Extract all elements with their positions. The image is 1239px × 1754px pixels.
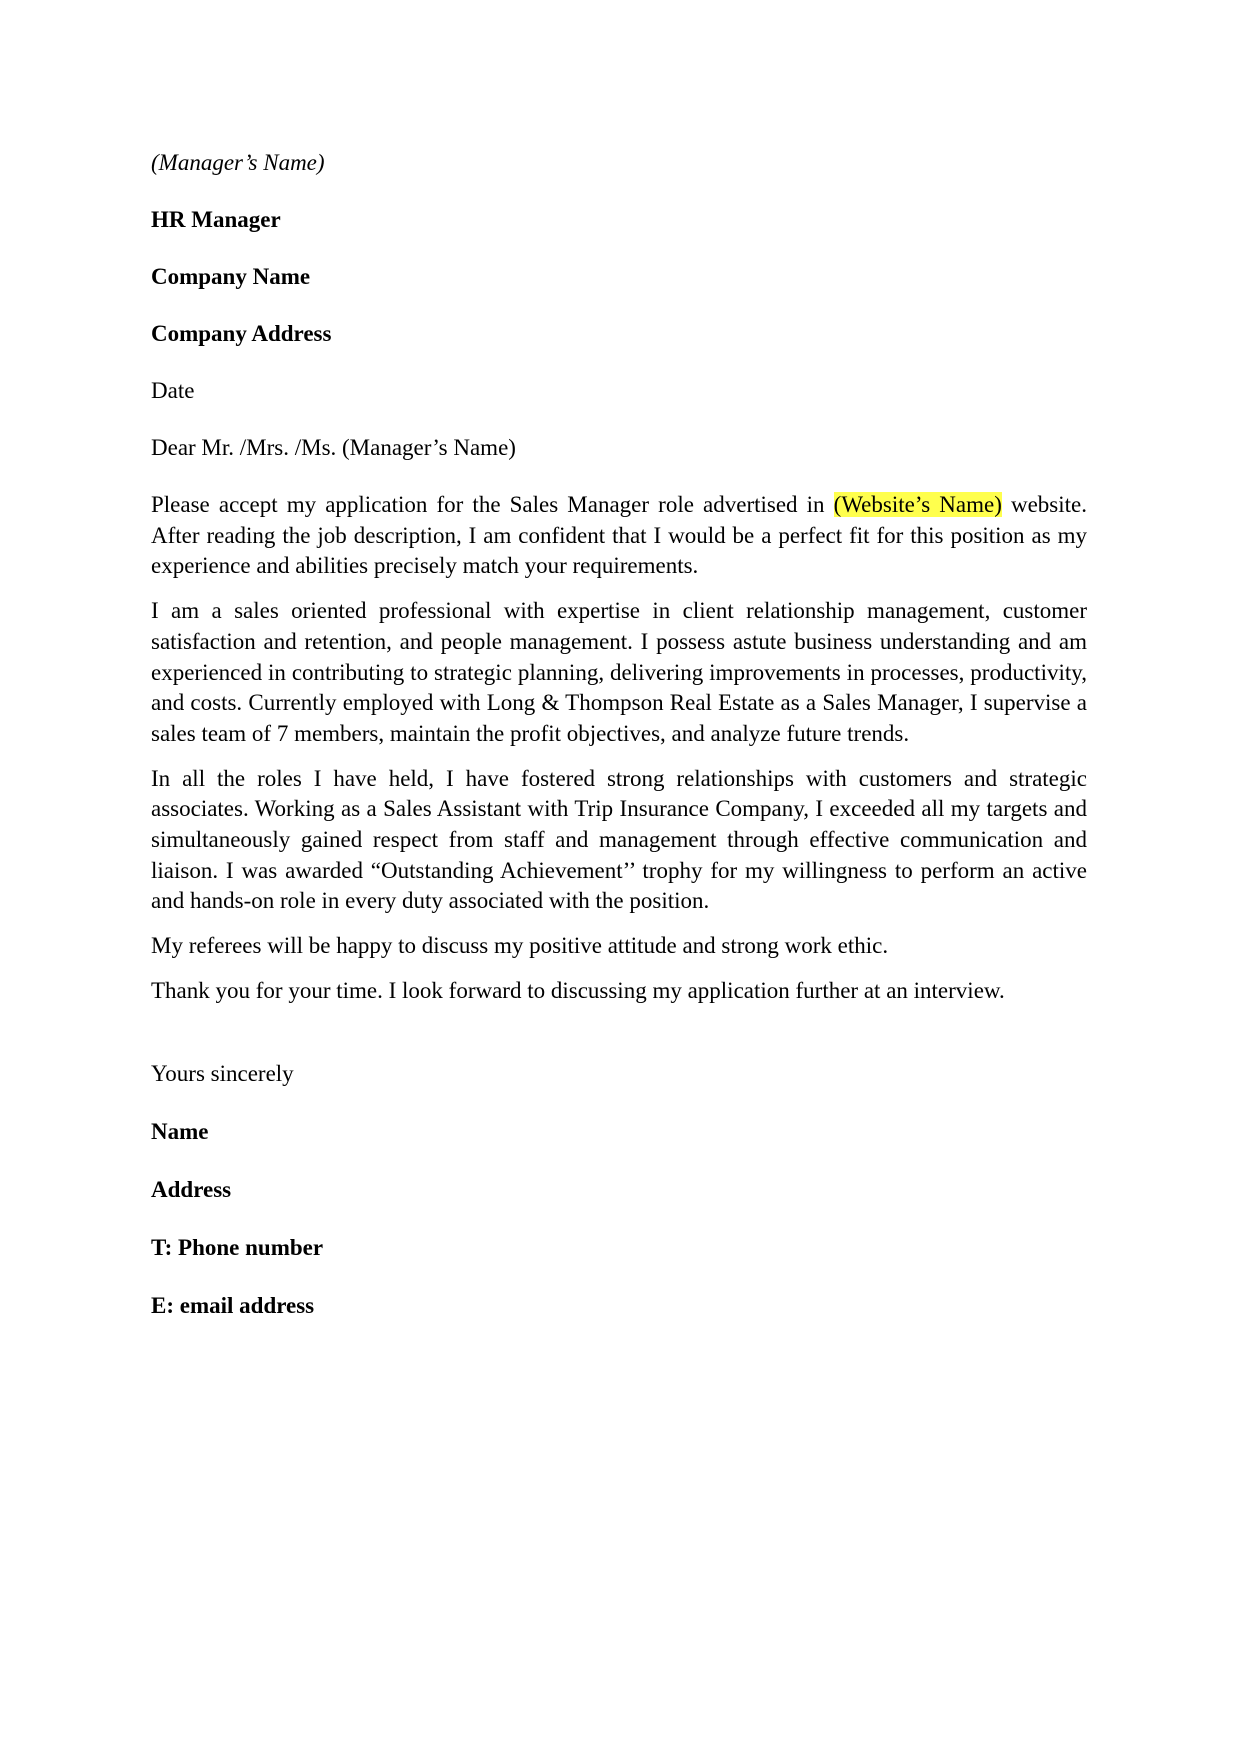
paragraph-4: My referees will be happy to discuss my positive attitude and strong work ethic.: [151, 933, 889, 959]
letter-content: [151, 148, 1087, 1349]
paragraph-3: In all the roles I have held, I have fostered strong relationships with customers and strategic associates. Working as a Sales Assistant with Trip Insurance Company, I exceeded all my targets and simultaneously gained respect from staff and management through effective communication and liaison. I was awarded “Outstanding Achievement’’ trophy for my willingness to perform an active and hands-on role in every duty associated with the position.: [151, 765, 1087, 914]
closing: Yours sincerely: [151, 1060, 294, 1086]
letter-date: Date: [151, 378, 195, 403]
signature-email: E: email address: [151, 1292, 315, 1318]
paragraph-1-end: website. After reading the job description, I am confident that I would be a perfect fit for this position as my experience and abilities precisely match your requirements.: [151, 492, 1087, 579]
salutation: Dear Mr. /Mrs. /Ms. (Manager’s Name): [151, 435, 516, 460]
paragraph-2: I am a sales oriented professional with expertise in client relationship management, customer satisfaction and retention, and people management. I possess astute business understanding and am experienced in contributing to strategic planning, delivering improvements in processes, productivity, and costs. Currently employed with Long & Thompson Real Estate as a Sales Manager, I supervise a sales team of 7 members, maintain the profit objectives, and analyze future trends.: [151, 598, 1087, 746]
signature-phone: T: Phone number: [151, 1234, 324, 1260]
signature-address: Address: [151, 1176, 232, 1202]
website-name-highlight: (Website’s Name): [833, 492, 1002, 517]
recipient-company-name: Company Name: [151, 264, 311, 289]
recipient-company-address: Company Address: [151, 321, 332, 346]
paragraph-1: [151, 490, 1087, 582]
signature-name: Name: [151, 1118, 209, 1144]
recipient-manager-name: (Manager’s Name): [151, 150, 325, 175]
recipient-title: HR Manager: [151, 207, 281, 232]
paragraph-1-start: Please accept my application for the Sales Manager role advertised in: [151, 492, 834, 517]
paragraph-5: Thank you for your time. I look forward to discussing my application further at an interview.: [151, 977, 1005, 1003]
